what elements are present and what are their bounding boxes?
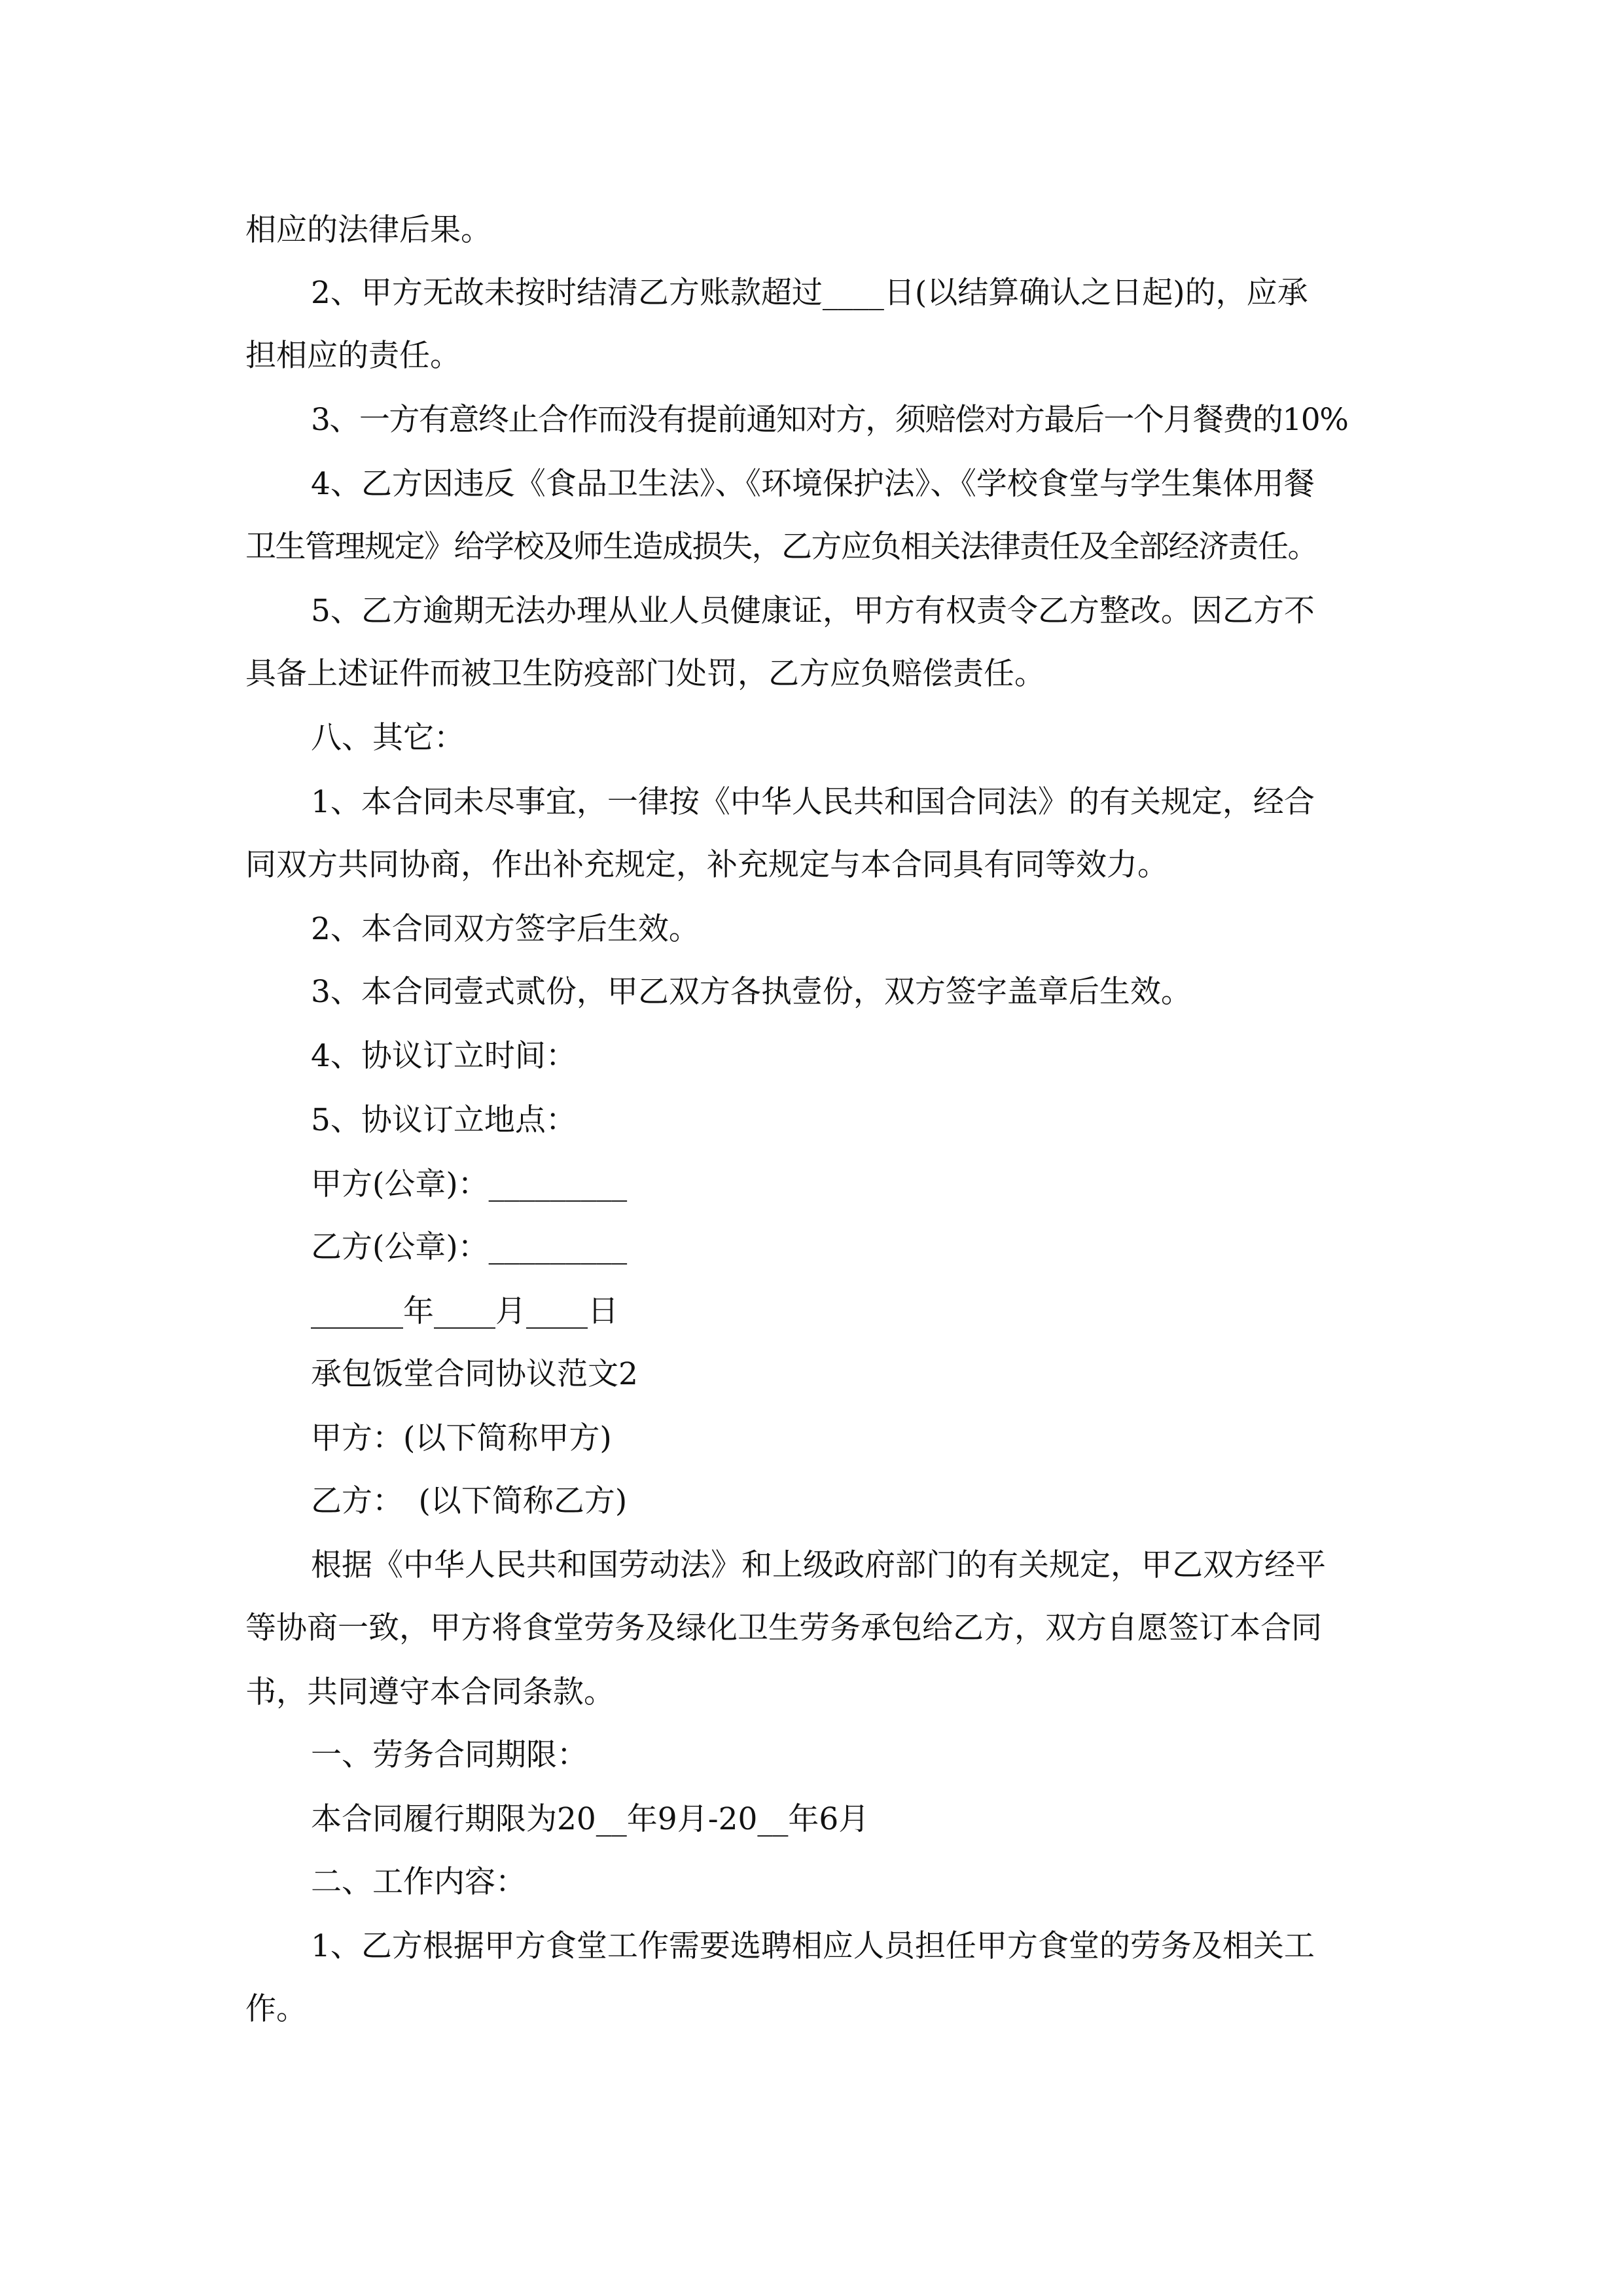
text-line: 等协商一致，甲方将食堂劳务及绿化卫生劳务承包给乙方，双方自愿签订本合同 bbox=[245, 1610, 1322, 1646]
date-line: ______年____月____日 bbox=[311, 1293, 618, 1329]
section-heading: 二、工作内容： bbox=[311, 1864, 526, 1900]
text-line: 根据《中华人民共和国劳动法》和上级政府部门的有关规定，甲乙双方经平 bbox=[311, 1547, 1326, 1583]
text-line: 3、本合同壹式贰份，甲乙双方各执壹份，双方签字盖章后生效。 bbox=[311, 974, 1192, 1010]
text-line: 具备上述证件而被卫生防疫部门处罚，乙方应负赔偿责任。 bbox=[245, 656, 1045, 692]
text-line: 1、本合同未尽事宜，一律按《中华人民共和国合同法》的有关规定，经合 bbox=[311, 784, 1315, 820]
text-line: 本合同履行期限为20__年9月-20__年6月 bbox=[311, 1801, 870, 1837]
text-line: 1、乙方根据甲方食堂工作需要选聘相应人员担任甲方食堂的劳务及相关工 bbox=[311, 1928, 1315, 1964]
text-line: 4、乙方因违反《食品卫生法》、《环境保护法》、《学校食堂与学生集体用餐 bbox=[311, 466, 1315, 502]
text-line: 同双方共同协商，作出补充规定，补充规定与本合同具有同等效力。 bbox=[245, 847, 1168, 883]
section-heading: 一、劳务合同期限： bbox=[311, 1737, 588, 1773]
text-line: 2、甲方无故未按时结清乙方账款超过____日(以结算确认之日起)的，应承 bbox=[311, 275, 1308, 311]
text-line: 4、协议订立时间： bbox=[311, 1038, 577, 1074]
text-line: 作。 bbox=[245, 1991, 307, 2027]
signature-party-a: 甲方(公章)：_________ bbox=[311, 1166, 628, 1202]
text-line: 甲方：(以下简称甲方) bbox=[311, 1420, 612, 1456]
text-line: 5、乙方逾期无法办理从业人员健康证，甲方有权责令乙方整改。因乙方不 bbox=[311, 593, 1315, 629]
text-line: 卫生管理规定》给学校及师生造成损失，乙方应负相关法律责任及全部经济责任。 bbox=[245, 529, 1317, 565]
text-line: 乙方： (以下简称乙方) bbox=[311, 1483, 628, 1519]
signature-party-b: 乙方(公章)：_________ bbox=[311, 1229, 628, 1265]
document-title: 承包饭堂合同协议范文2 bbox=[311, 1356, 638, 1392]
text-line: 相应的法律后果。 bbox=[245, 212, 491, 248]
section-heading: 八、其它： bbox=[311, 720, 465, 756]
text-line: 担相应的责任。 bbox=[245, 338, 461, 374]
text-line: 书，共同遵守本合同条款。 bbox=[245, 1674, 615, 1710]
text-line: 3、一方有意终止合作而没有提前通知对方，须赔偿对方最后一个月餐费的10% bbox=[311, 402, 1348, 438]
text-line: 5、协议订立地点： bbox=[311, 1102, 577, 1138]
text-line: 2、本合同双方签字后生效。 bbox=[311, 911, 700, 947]
